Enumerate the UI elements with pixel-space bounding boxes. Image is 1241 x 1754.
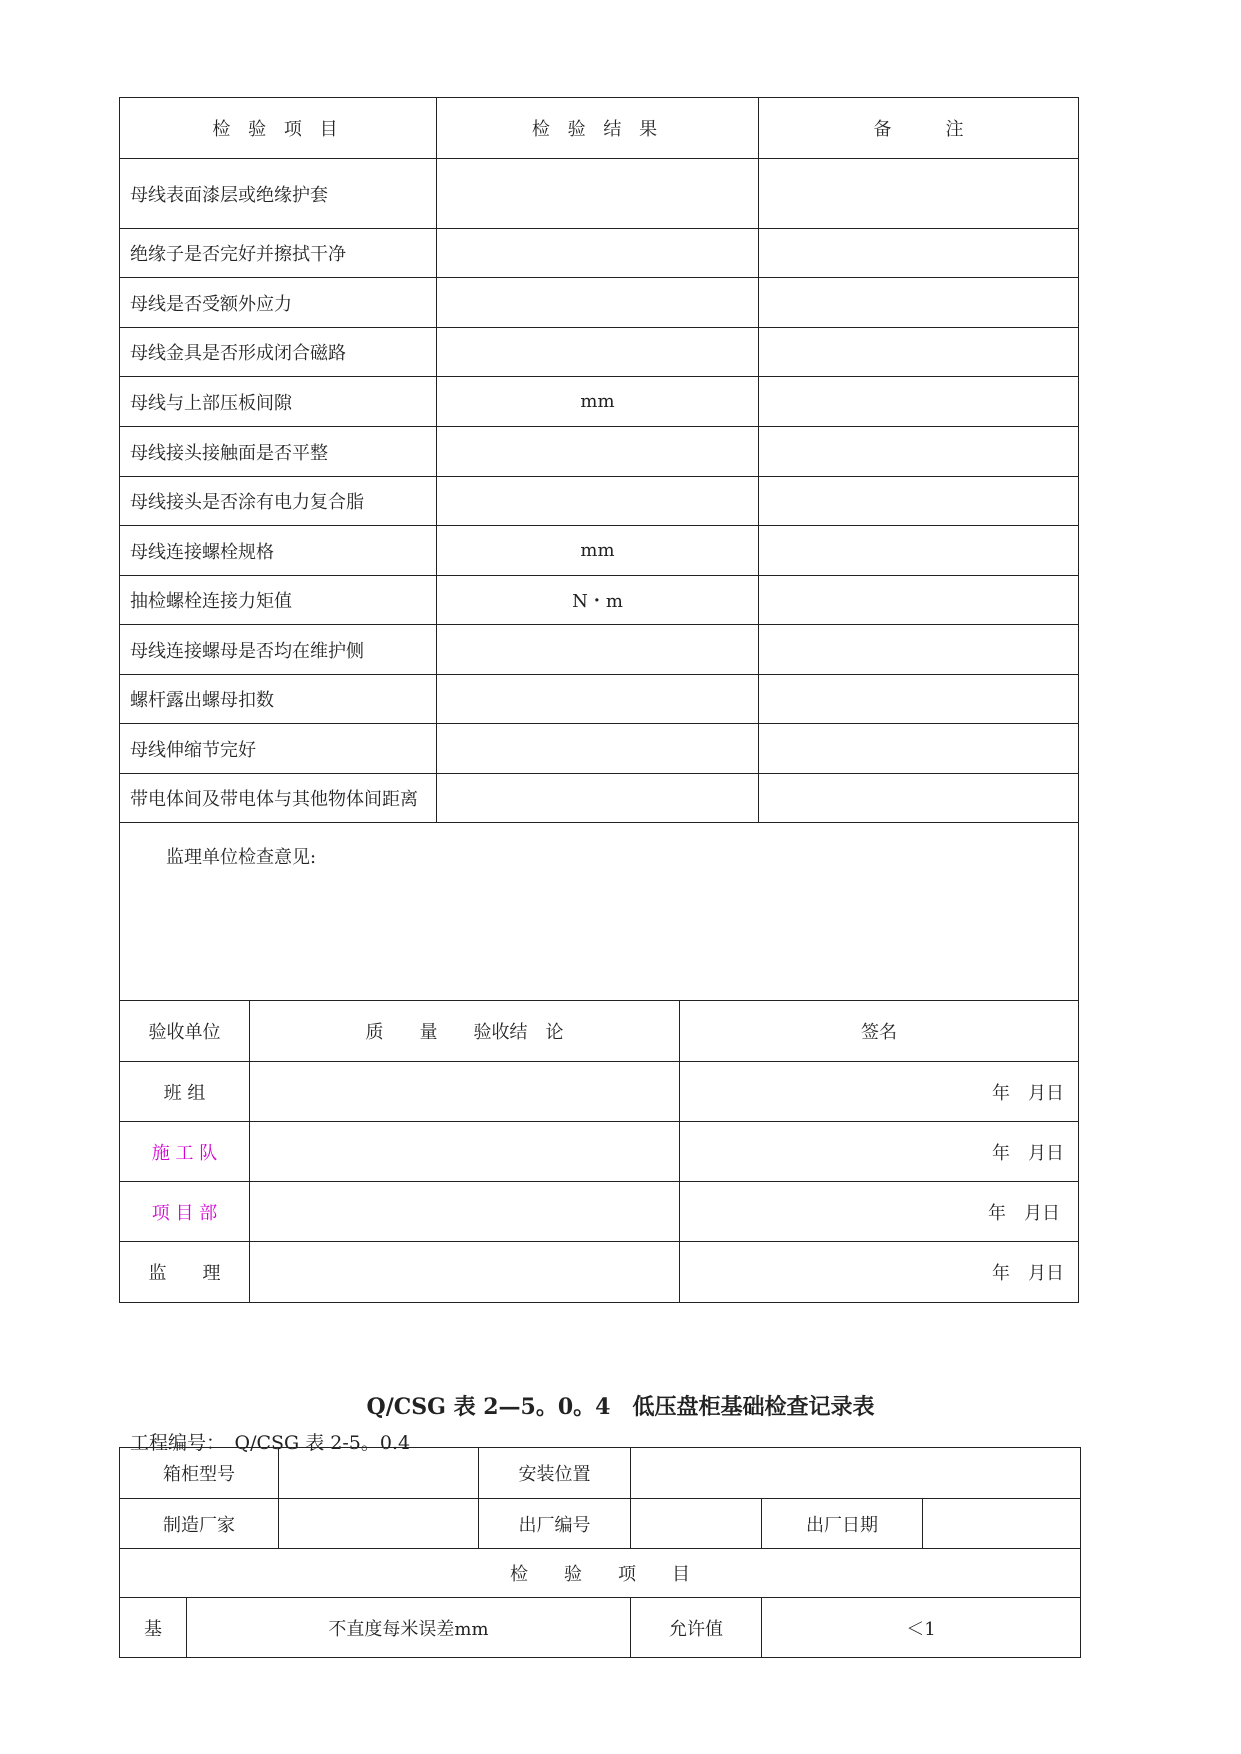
install-location-field[interactable] bbox=[631, 1448, 1081, 1499]
project-number: 工程编号： Q/CSG 表 2-5。0.4 bbox=[130, 1432, 411, 1454]
item-cell: 螺杆露出螺母扣数 bbox=[120, 675, 437, 724]
item-cell: 母线与上部压板间隙 bbox=[120, 377, 437, 427]
result-cell[interactable]: N・m bbox=[437, 576, 759, 625]
item-cell: 母线是否受额外应力 bbox=[120, 278, 437, 328]
conclusion-cell[interactable] bbox=[250, 1122, 680, 1182]
result-cell[interactable] bbox=[437, 724, 759, 774]
conclusion-cell[interactable] bbox=[250, 1062, 680, 1122]
remark-cell[interactable] bbox=[759, 328, 1079, 377]
header-unit: 验收单位 bbox=[120, 1001, 250, 1062]
remark-cell[interactable] bbox=[759, 675, 1079, 724]
item-cell: 母线接头是否涂有电力复合脂 bbox=[120, 477, 437, 526]
result-cell[interactable]: mm bbox=[437, 377, 759, 427]
header-remark: 备 注 bbox=[759, 98, 1079, 159]
header-item: 检 验 项 目 bbox=[120, 98, 437, 159]
header-result: 检 验 结 果 bbox=[437, 98, 759, 159]
acceptance-table bbox=[119, 1000, 1079, 1303]
cabinet-model-field[interactable] bbox=[279, 1448, 479, 1499]
signature-date[interactable]: 年 月日 bbox=[680, 1242, 1079, 1303]
install-location-label: 安装位置 bbox=[479, 1448, 631, 1499]
signature-date[interactable]: 年 月日 bbox=[680, 1182, 1079, 1242]
result-cell[interactable] bbox=[437, 328, 759, 377]
remark-cell[interactable] bbox=[759, 159, 1079, 229]
unit-team: 班 组 bbox=[120, 1062, 250, 1122]
conclusion-cell[interactable] bbox=[250, 1242, 680, 1303]
unit-supervision: 监 理 bbox=[120, 1242, 250, 1303]
result-cell[interactable]: mm bbox=[437, 526, 759, 576]
inspection-item-header: 检 验 项 目 bbox=[120, 1549, 1081, 1598]
result-cell[interactable] bbox=[437, 625, 759, 675]
result-cell[interactable] bbox=[437, 774, 759, 823]
factory-no-field[interactable] bbox=[631, 1499, 762, 1549]
remark-cell[interactable] bbox=[759, 576, 1079, 625]
form-title: Q/CSG 表 2—5。0。4 低压盘柜基础检查记录表 bbox=[366, 1394, 875, 1420]
item-cell: 母线金具是否形成闭合磁路 bbox=[120, 328, 437, 377]
result-cell[interactable] bbox=[437, 229, 759, 278]
result-cell[interactable] bbox=[437, 278, 759, 328]
header-signature: 签名 bbox=[680, 1001, 1079, 1062]
allowable-value: ＜1 bbox=[762, 1598, 1081, 1658]
remark-cell[interactable] bbox=[759, 477, 1079, 526]
remark-cell[interactable] bbox=[759, 625, 1079, 675]
item-cell: 绝缘子是否完好并擦拭干净 bbox=[120, 229, 437, 278]
result-cell[interactable] bbox=[437, 675, 759, 724]
cabinet-model-label: 箱柜型号 bbox=[120, 1448, 279, 1499]
item-cell: 母线表面漆层或绝缘护套 bbox=[120, 159, 437, 229]
item-cell: 带电体间及带电体与其他物体间距离 bbox=[120, 774, 437, 823]
inspection-table bbox=[119, 97, 1079, 1001]
supervision-opinion[interactable]: 监理单位检查意见: bbox=[120, 823, 1079, 1001]
factory-date-label: 出厂日期 bbox=[762, 1499, 923, 1549]
manufacturer-field[interactable] bbox=[279, 1499, 479, 1549]
remark-cell[interactable] bbox=[759, 229, 1079, 278]
conclusion-cell[interactable] bbox=[250, 1182, 680, 1242]
straightness-label: 不直度每米误差mm bbox=[187, 1598, 631, 1658]
factory-date-field[interactable] bbox=[923, 1499, 1081, 1549]
cabinet-base-table bbox=[119, 1447, 1081, 1658]
item-cell: 母线连接螺栓规格 bbox=[120, 526, 437, 576]
header-conclusion: 质 量 验收结 论 bbox=[250, 1001, 680, 1062]
manufacturer-label: 制造厂家 bbox=[120, 1499, 279, 1549]
result-cell[interactable] bbox=[437, 159, 759, 229]
factory-no-label: 出厂编号 bbox=[479, 1499, 631, 1549]
item-cell: 母线连接螺母是否均在维护侧 bbox=[120, 625, 437, 675]
remark-cell[interactable] bbox=[759, 427, 1079, 477]
base-label: 基 bbox=[120, 1598, 187, 1658]
remark-cell[interactable] bbox=[759, 724, 1079, 774]
item-cell: 母线接头接触面是否平整 bbox=[120, 427, 437, 477]
remark-cell[interactable] bbox=[759, 278, 1079, 328]
allowable-label: 允许值 bbox=[631, 1598, 762, 1658]
result-cell[interactable] bbox=[437, 477, 759, 526]
result-cell[interactable] bbox=[437, 427, 759, 477]
remark-cell[interactable] bbox=[759, 774, 1079, 823]
item-cell: 抽检螺栓连接力矩值 bbox=[120, 576, 437, 625]
signature-date[interactable]: 年 月日 bbox=[680, 1122, 1079, 1182]
unit-construction-team: 施 工 队 bbox=[120, 1122, 250, 1182]
remark-cell[interactable] bbox=[759, 526, 1079, 576]
signature-date[interactable]: 年 月日 bbox=[680, 1062, 1079, 1122]
item-cell: 母线伸缩节完好 bbox=[120, 724, 437, 774]
unit-project-dept: 项 目 部 bbox=[120, 1182, 250, 1242]
remark-cell[interactable] bbox=[759, 377, 1079, 427]
